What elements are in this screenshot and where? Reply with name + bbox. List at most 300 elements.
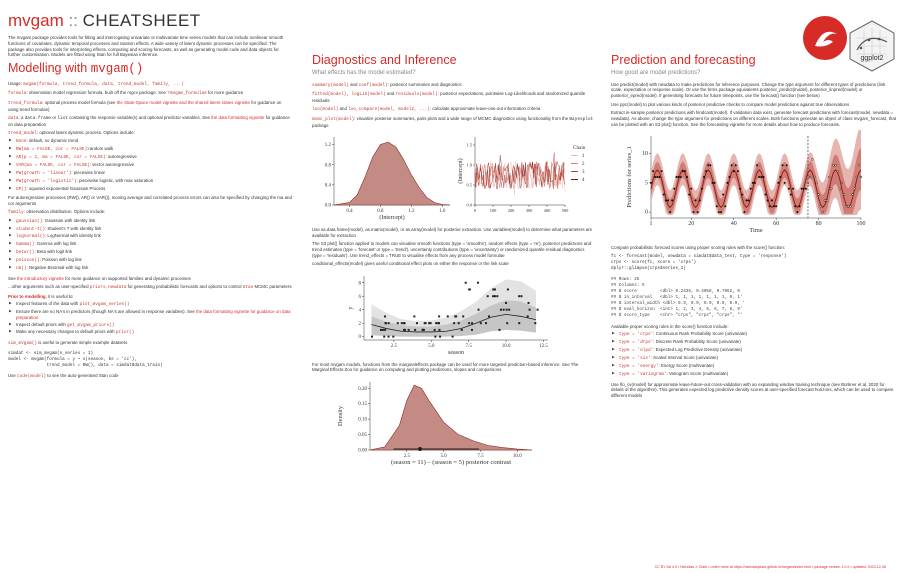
observation-point: [797, 211, 799, 213]
other-text2: ,: [105, 284, 109, 290]
observation-point: [688, 194, 690, 196]
use-text: Use: [8, 373, 18, 379]
observation-point: [401, 322, 403, 324]
y-tick-label: 8: [358, 280, 361, 286]
x-tick-label: 2.5: [403, 453, 410, 459]
observation-point: [454, 315, 456, 317]
observation-point: [854, 188, 856, 190]
x-axis-label: (Intercept): [379, 214, 405, 221]
observation-point: [667, 200, 669, 202]
score-rule: [611, 339, 896, 346]
observation-point: [671, 200, 673, 202]
observation-point: [684, 170, 686, 172]
x-tick-label: 400: [543, 207, 551, 213]
score-rule-text: : Discrete Rank Probability Score (univariate): [653, 339, 741, 345]
observation-point: [754, 182, 756, 184]
trend-option-text: : piecewise logistic, with max saturation: [76, 177, 154, 183]
hindcast-text: Extract in-sample posterior predictions with hindcast(model). If validation data exist, generate forecast predictions with forecast(model, newdata = newdata). As above, change the type argument for predictions on different scales. Both functions generate an object of class mvgam_forecast, that can be plotted with an S3 plot() function. See the forecasting vignette for more details about how to produce forecasts.: [611, 110, 896, 127]
observation-point: [380, 328, 382, 330]
x-tick-label: 1: [649, 221, 653, 228]
trend-option-code: PW(growth = 'logistic'): [16, 178, 77, 184]
observation-point: [458, 322, 460, 324]
observation-point: [652, 170, 654, 172]
observation-point: [803, 188, 805, 190]
observation-point: [461, 328, 463, 330]
observation-point: [858, 165, 860, 167]
observation-point: [837, 170, 839, 172]
prior-items-list: [8, 301, 293, 336]
prior-item-code: plot_mvgam_series(): [79, 301, 130, 307]
data-code: data: [8, 116, 19, 122]
family-option-code: poisson(): [16, 258, 40, 264]
season-effect-chart: [312, 270, 595, 358]
diag-line1-text2: : posterior summaries and diagnostics: [387, 81, 462, 87]
observation-point: [494, 295, 496, 297]
family-option: [8, 241, 293, 248]
observation-point: [507, 288, 509, 290]
y-tick-label: 0.10: [358, 417, 367, 423]
y-axis-label: Density: [337, 405, 344, 426]
observation-point: [739, 188, 741, 190]
observation-point: [659, 176, 661, 178]
observation-point: [833, 165, 835, 167]
y-tick-label: 0.0: [466, 202, 472, 208]
diag-line1: [312, 82, 595, 89]
observation-point: [371, 335, 373, 337]
observation-point: [385, 322, 387, 324]
observation-point: [705, 170, 707, 172]
observation-point: [480, 322, 482, 324]
diag-line3: [312, 106, 595, 113]
score-rule-code: type = 'sis': [619, 356, 651, 362]
family-option-code: gaussian(): [16, 218, 43, 224]
mcmc-plots: [312, 131, 595, 223]
modelling-column: [8, 0, 293, 560]
observation-point: [438, 328, 440, 330]
observation-point: [860, 176, 862, 178]
ar-text: For autoregressive processes (RW(), AR() or VAR()), moving average and correlated process errors can also be specified by changing the ma and cor arguments: [8, 195, 292, 207]
observation-point: [686, 176, 688, 178]
observation-point: [843, 194, 845, 196]
usage-line: [8, 81, 293, 88]
x-tick-label: 200: [507, 207, 515, 213]
observation-point: [434, 328, 436, 330]
observation-point: [392, 335, 394, 337]
x-tick-label: 60: [773, 221, 780, 228]
observation-point: [756, 165, 758, 167]
observation-point: [835, 165, 837, 167]
x-tick-label: 7.5: [477, 453, 484, 459]
trend-option-code: None: [16, 139, 27, 145]
legend-label: 4: [582, 177, 585, 183]
observation-point: [503, 308, 505, 310]
prior-label: Prior to modelling: [8, 293, 46, 299]
y-tick-label: 0.05: [358, 432, 367, 438]
y-tick-label: 5: [645, 180, 648, 187]
observation-point: [801, 188, 803, 190]
prior-item: [8, 309, 293, 321]
formula-link[interactable]: ?mvgam_formulae: [167, 91, 207, 97]
observation-point: [824, 200, 826, 202]
observation-point: [813, 176, 815, 178]
residuals-code: residuals(model): [395, 92, 438, 98]
trend-option: [8, 162, 293, 169]
score-rule-text: : Variogram Score (multivariate): [666, 370, 729, 376]
observation-point: [506, 308, 508, 310]
s3-plot-text: The S3 plot() function applied to models can visualise smooth functions (type = 'smooths'), random effects (type = 're'), posterior predictions and trend estimates (type = 'forecast' or type = 'trend'), uncertainty contributions (type = 'uncertainty') or randomized quantile residual diagnostics (type = 'residuals'). Use trend_effects = TRUE to visualise effects from any process model formulae: [312, 241, 592, 258]
posterior-contrast-chart: [312, 376, 595, 470]
observation-point: [794, 206, 796, 208]
diag-line3-text: and: [338, 106, 349, 112]
observation-point: [724, 206, 726, 208]
score-output-block: ## Rows: 25 ## Columns: 5 ## $ score <dbl> 0.2435, 0.4058, 0.7062, 0 ## $ in_interval <dbl> 1, 1, 1, 1, 1, 1, 1, 0, 1' ## $ interval_width <dbl> 0.9, 0.9, 0.9, 0.9, 0.9, ' ## $ eval_horizon <int> 1, 2, 3, 4, 5, 6, 7, 8, 9' ## $ score_type <chr> "crps", "crps", "crps", "': [611, 276, 746, 319]
observation-point: [508, 308, 510, 310]
observation-point: [699, 200, 701, 202]
y-tick-label: 0.0: [324, 203, 331, 209]
observation-point: [665, 200, 667, 202]
page-title: [8, 12, 293, 29]
observation-point: [727, 182, 729, 184]
trend-option-code: GP(): [16, 186, 27, 192]
diagnostics-subtitle: What effects has the model estimated?: [312, 69, 416, 76]
x-tick-label: 5.0: [428, 343, 435, 349]
score-rules-text: Available proper scoring rules in the score() function include:: [611, 324, 729, 330]
data-text3: containing the response variable(s) and optional predictor variables. See: [67, 115, 212, 121]
family-option-code: nb(): [16, 266, 27, 272]
y-tick-label: 0.00: [358, 448, 367, 454]
x-tick-label: 12.5: [539, 343, 548, 349]
score-rule: [611, 371, 896, 378]
observation-point: [822, 211, 824, 213]
observation-point: [786, 165, 788, 167]
legend-label: 1: [582, 153, 585, 159]
score-rule: [611, 355, 896, 362]
observation-point: [674, 188, 676, 190]
intro-text: The mvgam package provides tools for fitting and interrogating univariate or multivariate time series models that can include nonlinear smooth functions of covariates, dynamic temporal processes and random effects. A wide variety of latent dynamic processes can be specified. The package also provides tools for interpreting effects, computing and scoring forecasts, as well as generating model code and data objects for further customisation. Models are fitted using Stan for full Bayesian inference.: [8, 35, 284, 58]
usage-code: mvgam(formula, trend_formula, data, trend_model, family, ...): [23, 82, 184, 87]
observation-point: [712, 182, 714, 184]
trend-option-text: :random walk: [87, 146, 114, 152]
observation-point: [496, 295, 498, 297]
density-area: [334, 142, 450, 205]
observation-point: [488, 315, 490, 317]
observation-point: [790, 194, 792, 196]
observation-point: [741, 194, 743, 196]
use-text2: to see the auto-generated Stan code: [46, 373, 119, 379]
tm-text: : optional latent dynamic process. Options include:: [36, 130, 135, 136]
observation-point: [820, 206, 822, 208]
x-axis-label: (season = 11) – (season = 5) posterior contrast: [390, 458, 512, 466]
formula-desc: [8, 90, 293, 97]
y-tick-label: 4: [358, 307, 361, 313]
x-tick-label: 20: [688, 221, 695, 228]
x-tick-label: 300: [525, 207, 533, 213]
summary-code: summary(model): [312, 82, 349, 88]
observation-point: [534, 322, 536, 324]
family-option-text: : Poisson with log link: [39, 257, 82, 263]
observation-point: [471, 322, 473, 324]
prior-item: [8, 301, 293, 308]
observation-point: [478, 308, 480, 310]
observation-point: [453, 322, 455, 324]
prediction-column: [611, 0, 896, 565]
observation-point: [447, 315, 449, 317]
ggplot2-logo-text: ggplot2: [860, 55, 884, 62]
median-point: [418, 447, 422, 451]
observation-point: [714, 182, 716, 184]
marginaleffects-text: For most mvgam models, functions from the marginaleffects package can be used for more targeted prediction-based inference. See The Marginal Effects Zoo for guidance on computing and plotting predictions, slopes and comparisons: [312, 361, 579, 373]
trend-option-text: : autoregressive: [105, 154, 137, 160]
x-tick-label: 10.0: [501, 343, 511, 349]
score-rule-code: type = 'energy': [619, 363, 659, 369]
score-rule-text: : Energy Score (multivariate): [658, 362, 715, 368]
y-axis-label: y: [348, 306, 354, 310]
observation-point: [669, 211, 671, 213]
observation-point: [731, 165, 733, 167]
observation-point: [678, 176, 680, 178]
legend-label: 3: [582, 169, 585, 175]
observation-point: [498, 328, 500, 330]
score-intro: Compute probabilistic forecast scores using proper scoring rules with the score() function:: [611, 245, 785, 251]
observation-point: [529, 308, 531, 310]
trend-option-text: : vector autoregressive: [89, 162, 135, 168]
data-text4: for guidance on data preparation: [8, 115, 290, 127]
score-rule-code: type = 'crps': [619, 332, 654, 338]
diag-line3-text2: : calculate approximate leave-one-out information criteria: [429, 106, 541, 112]
sim-text: is useful to generate simple example datasets: [36, 340, 128, 346]
y-axis-label: Predictions for series_1: [626, 146, 633, 208]
observation-point: [382, 328, 384, 330]
modelling-title-text: Modelling with: [8, 61, 91, 76]
trend-text2: for guidance on using trend formulae): [8, 99, 282, 112]
score-rule-code: type = 'drps': [619, 340, 654, 346]
sim-code: sim_mvgam(): [8, 341, 37, 347]
observation-point: [434, 335, 436, 337]
observation-point: [428, 322, 430, 324]
x-tick-label: 7.5: [465, 343, 472, 349]
observation-point: [763, 176, 765, 178]
observation-point: [471, 328, 473, 330]
observation-point: [413, 315, 415, 317]
y-tick-label: 0.8: [324, 163, 331, 169]
prediction-subtitle: How good are model predictions?: [611, 69, 701, 76]
observation-point: [438, 315, 440, 317]
trend-formula-desc: [8, 100, 293, 113]
observation-point: [816, 182, 818, 184]
x-tick-label: 1.6: [439, 208, 446, 214]
diag-line4: [312, 116, 595, 129]
score-rule-code: type = 'elpd': [619, 348, 654, 354]
data-code2: data.frame: [24, 116, 52, 122]
observation-point: [397, 322, 399, 324]
trend-option-text: : squared exponential Gaussian Process: [26, 185, 106, 191]
prior-item-link[interactable]: the data formatting vignette for guidance on data preparation: [16, 308, 291, 320]
family-option-code: lognormal(): [16, 234, 45, 240]
observation-point: [388, 322, 390, 324]
x-tick-label: 500: [561, 207, 569, 213]
score-rules-list: [611, 331, 896, 377]
diag-line2-text2: : posterior expectations, pointwise Log-Likelihoods and randomized quantile residuals: [312, 91, 586, 103]
trace-chart: [457, 131, 595, 223]
observation-point: [799, 206, 801, 208]
trend-link[interactable]: the State-Space model vignette and the shared latent states vignette: [116, 99, 250, 105]
y-tick-label: 0: [358, 334, 361, 340]
observation-point: [771, 200, 773, 202]
mcmc-plot-code: mcmc_plot(model): [312, 116, 355, 122]
see-link[interactable]: the introductory vignette: [17, 275, 64, 281]
observation-point: [847, 206, 849, 208]
modelling-title: [8, 62, 293, 77]
see-text: See: [8, 275, 18, 281]
observation-point: [518, 322, 520, 324]
score-rule-text: : Expected Log Predictive Density (univariate): [653, 347, 743, 353]
observation-point: [788, 188, 790, 190]
observation-point: [408, 328, 410, 330]
observation-point: [468, 288, 470, 290]
x-tick-label: 0: [473, 207, 477, 213]
score-code-block: fc <- forecast(model, newdata = simdat$data_test, type = 'response') crps <- score(fc, score = 'crps') dplyr::glimpse(crps$series_1): [611, 253, 787, 271]
diag-line4-text: : visualize posterior summaries, pairs plots and a wide range of MCMC diagnostics using functionality from the: [354, 115, 570, 121]
observation-point: [849, 206, 851, 208]
observation-point: [477, 281, 479, 283]
stan-logo: [803, 16, 847, 60]
code-desc: [8, 373, 293, 380]
bayesplot-code: Bayesplot: [569, 116, 594, 122]
observation-point: [439, 335, 441, 337]
x-tick-label: 100: [856, 221, 866, 228]
trend-option: [8, 170, 293, 177]
x-tick-label: 1.2: [408, 208, 415, 214]
diagnostics-title: Diagnostics and Inference: [312, 53, 457, 67]
loo-code: loo(model): [312, 107, 339, 113]
observation-point: [500, 308, 502, 310]
x-tick-label: 5.0: [440, 453, 447, 459]
formula-code: formula: [8, 91, 27, 97]
observation-point: [691, 188, 693, 190]
observation-point: [729, 176, 731, 178]
family-code: family: [8, 210, 24, 216]
y-tick-label: 1.0: [466, 162, 472, 168]
trend-option: [8, 146, 293, 153]
observation-point: [792, 188, 794, 190]
trend-option: [8, 154, 293, 161]
observation-point: [710, 165, 712, 167]
observation-point: [780, 176, 782, 178]
observation-point: [830, 188, 832, 190]
family-option-code: student-t(): [16, 226, 45, 232]
observation-point: [845, 206, 847, 208]
observation-point: [422, 328, 424, 330]
observation-point: [682, 170, 684, 172]
prior-item-code: prior(): [115, 330, 135, 336]
trend-text: : optional process model formula (see: [42, 99, 117, 105]
diag-line4-text2: package: [312, 122, 329, 128]
observation-point: [856, 176, 858, 178]
observation-point: [805, 188, 807, 190]
observation-point: [758, 176, 760, 178]
observation-point: [425, 322, 427, 324]
trend-option-text: : piecewise linear: [71, 170, 106, 176]
observation-point: [765, 194, 767, 196]
tm-code: trend_model: [8, 131, 37, 137]
family-option: [8, 249, 293, 256]
score-rule-code: type = 'variogram': [619, 371, 667, 377]
other-code3: Stan: [242, 285, 254, 291]
observation-point: [809, 176, 811, 178]
trend-option: [8, 186, 293, 193]
observation-point: [452, 335, 454, 337]
observation-point: [733, 170, 735, 172]
observation-point: [435, 322, 437, 324]
family-text: : observation distribution. Options include:: [23, 209, 106, 215]
trend-model-desc: [8, 130, 293, 137]
observation-point: [744, 211, 746, 213]
trend-option-code: PW(growth = 'linear'): [16, 171, 72, 177]
usage-label: Usage:: [8, 81, 24, 86]
data-code3: list: [57, 116, 68, 122]
observation-point: [767, 200, 769, 202]
conditional-effects-text: conditional_effects(model) gives useful conditional effect plots on either the response or the link scale: [312, 261, 509, 267]
x-tick-label: 0.4: [346, 208, 353, 214]
prior-item-text: Ensure there are no NA's in predictors (though NA's are allowed in response variables). See: [16, 308, 197, 314]
family-desc: [8, 209, 293, 216]
other-text: ...other arguments such as user-specified: [8, 284, 90, 290]
observation-point: [807, 182, 809, 184]
y-tick-label: 0.5: [466, 182, 472, 188]
diag-line2-text: and: [385, 91, 396, 97]
observation-point: [773, 206, 775, 208]
see-text2: for more guidance on supported families and dynamic processes: [63, 275, 191, 281]
observation-point: [650, 182, 652, 184]
score-rule: [611, 331, 896, 338]
title-sub: CHEATSHEET: [82, 11, 201, 30]
y-tick-label: 0.20: [358, 386, 367, 392]
y-tick-label: 1.5: [466, 142, 472, 148]
data-link[interactable]: the data formatting vignette: [211, 115, 265, 121]
family-option: [8, 257, 293, 264]
observation-point: [748, 200, 750, 202]
data-desc: [8, 115, 293, 128]
family-option-code: Gamma(): [16, 242, 35, 248]
extraction-text: Use as.data.frame(model), as.matrix(model), or as.array(model) for posterior extraction. Use variables(model) to determine what parameters are available for extraction: [312, 226, 593, 238]
observation-point: [828, 176, 830, 178]
score-rule: [611, 363, 896, 370]
observation-point: [465, 281, 467, 283]
observation-point: [718, 211, 720, 213]
loo-compare-code: loo_compare(model, model2, ...): [348, 107, 430, 113]
y-tick-label: 0.4: [324, 183, 331, 189]
observation-point: [462, 315, 464, 317]
observation-point: [703, 176, 705, 178]
x-tick-label: 10.0: [512, 453, 522, 459]
formula-text2: for more guidance: [206, 90, 244, 96]
formula-text: : observation model regression formula, built off the mgcv package. See: [26, 90, 168, 96]
observation-point: [695, 200, 697, 202]
observation-point: [818, 194, 820, 196]
observation-point: [701, 188, 703, 190]
x-tick-label: 80: [815, 221, 822, 228]
fitted-code: fitted(model), logLik(model): [312, 92, 386, 98]
observation-point: [697, 211, 699, 213]
family-options-list: [8, 218, 293, 272]
observation-point: [518, 295, 520, 297]
x-tick-label: 100: [489, 207, 497, 213]
observation-point: [403, 328, 405, 330]
observation-point: [383, 335, 385, 337]
x-tick-label: 2.5: [390, 343, 398, 349]
y-tick-label: 2: [358, 321, 361, 327]
prior-item-text: Inspect default priors with: [16, 321, 68, 327]
